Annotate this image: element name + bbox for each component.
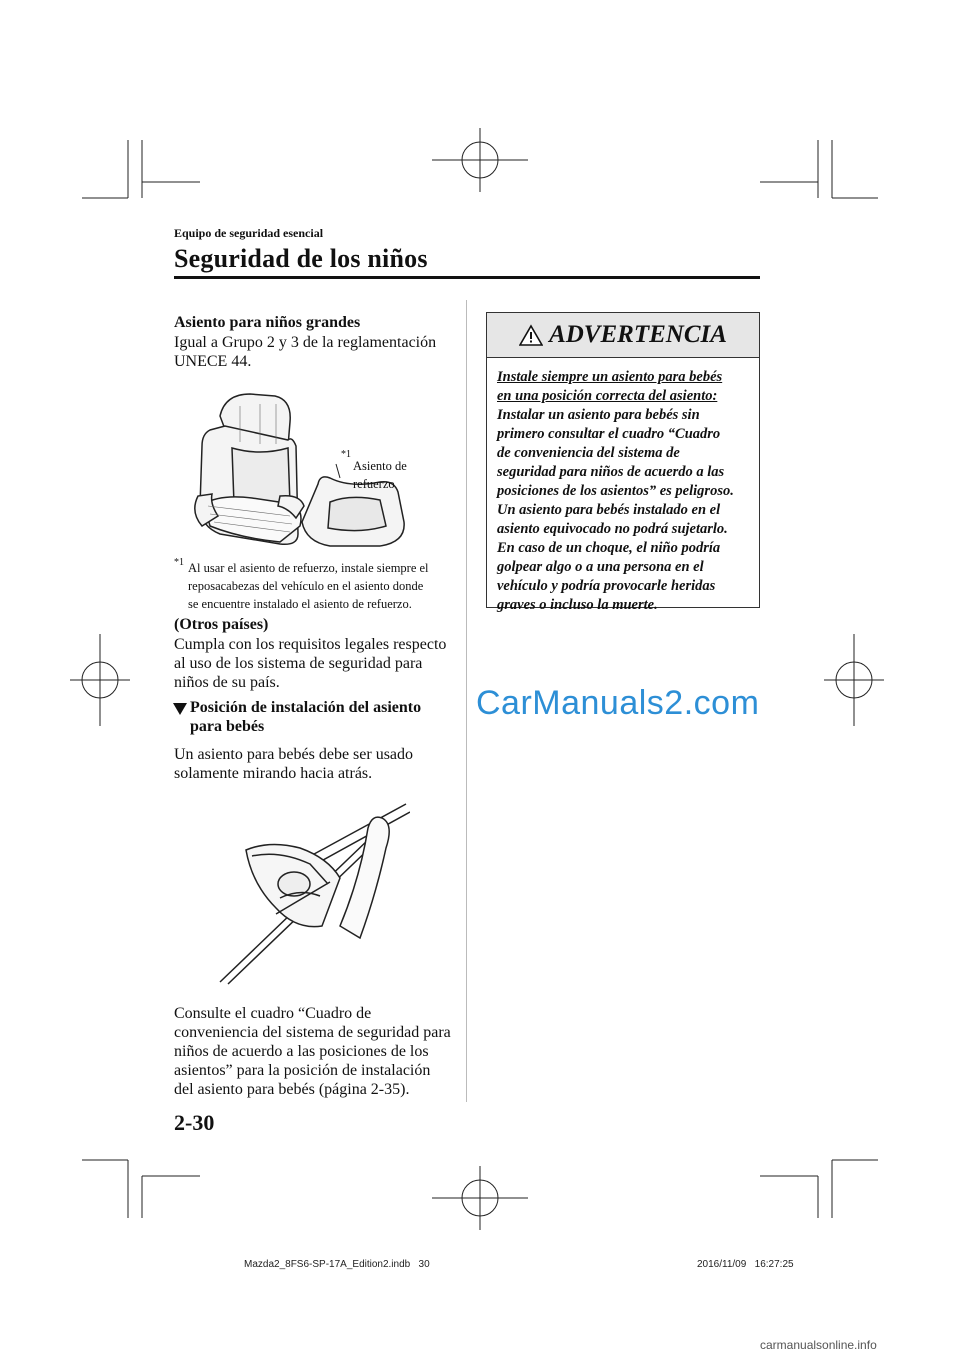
- other-text-2: al uso de los sistema de seguridad para: [174, 655, 423, 672]
- page-number: 2-30: [174, 1110, 215, 1135]
- warning-line: Instalar un asiento para bebés sin: [497, 407, 700, 423]
- consult-text-2: conveniencia del sistema de seguridad para: [174, 1024, 451, 1041]
- warning-line: seguridad para niños de acuerdo a las: [497, 464, 725, 480]
- warning-line: En caso de un choque, el niño podría: [497, 540, 721, 556]
- booster-heading: Asiento para niños grandes: [174, 314, 361, 331]
- callout-marker: *1: [341, 449, 351, 460]
- other-countries-heading: (Otros países): [174, 616, 269, 633]
- callout-label-2: refuerzo: [353, 477, 395, 491]
- warning-line: posiciones de los asientos” es peligroso.: [497, 483, 734, 499]
- consult-text-3: niños de acuerdo a las posiciones de los: [174, 1043, 429, 1060]
- warning-header: [487, 313, 759, 358]
- page-title: Seguridad de los niños: [174, 244, 428, 273]
- warning-underline-2: en una posición correcta del asiento:: [497, 388, 718, 404]
- warning-line: asiento equivocado no podrá sujetarlo.: [497, 521, 728, 537]
- section-label: Equipo de seguridad esencial: [174, 226, 324, 240]
- other-text-3: niños de su país.: [174, 674, 280, 691]
- column-divider: [466, 300, 467, 1102]
- watermark: CarManuals2.com: [476, 684, 760, 722]
- footnote-line-1: Al usar el asiento de refuerzo, instale siempre el: [188, 561, 429, 575]
- warning-line: primero consultar el cuadro “Cuadro: [497, 426, 721, 442]
- warning-box: [486, 312, 760, 613]
- footer-date: 2016/11/09 16:27:25: [697, 1259, 794, 1270]
- triangle-bullet-icon: [172, 702, 188, 716]
- warning-line: golpear algo o a una persona en el: [497, 559, 704, 575]
- footnote-line-2: reposacabezas del vehículo en el asiento donde: [188, 579, 424, 593]
- warning-underline-1: Instale siempre un asiento para bebés: [497, 369, 723, 385]
- booster-text-1: Igual a Grupo 2 y 3 de la reglamentación: [174, 334, 437, 351]
- install-text-2: solamente mirando hacia atrás.: [174, 765, 373, 782]
- footnote-line-3: se encuentre instalado el asiento de refuerzo.: [188, 597, 412, 611]
- warning-triangle-icon: [519, 324, 543, 346]
- booster-text-2: UNECE 44.: [174, 353, 252, 370]
- warning-title: ADVERTENCIA: [549, 321, 727, 348]
- install-text-1: Un asiento para bebés debe ser usado: [174, 746, 414, 763]
- warning-line: de conveniencia del sistema de: [497, 445, 680, 461]
- install-heading-2: para bebés: [190, 718, 265, 735]
- other-text-1: Cumpla con los requisitos legales respecto: [174, 636, 447, 653]
- infant-seat-illustration: [210, 798, 410, 988]
- warning-line: Un asiento para bebés instalado en el: [497, 502, 721, 518]
- footnote-marker: *1: [174, 557, 184, 568]
- consult-text-5: del asiento para bebés (página 2-35).: [174, 1081, 410, 1098]
- warning-line: graves o incluso la muerte.: [497, 597, 658, 613]
- install-heading-1: Posición de instalación del asiento: [190, 699, 422, 716]
- footer-site: carmanualsonline.info: [760, 1338, 877, 1352]
- consult-text-4: asientos” para la posición de instalación: [174, 1062, 431, 1079]
- warning-line: vehículo y podría provocarle heridas: [497, 578, 716, 594]
- header-rule: [174, 276, 760, 279]
- consult-text-1: Consulte el cuadro “Cuadro de: [174, 1005, 372, 1022]
- footer-file: Mazda2_8FS6-SP-17A_Edition2.indb 30: [244, 1259, 430, 1270]
- callout-label-1: Asiento de: [353, 459, 407, 473]
- warning-body: [487, 358, 759, 615]
